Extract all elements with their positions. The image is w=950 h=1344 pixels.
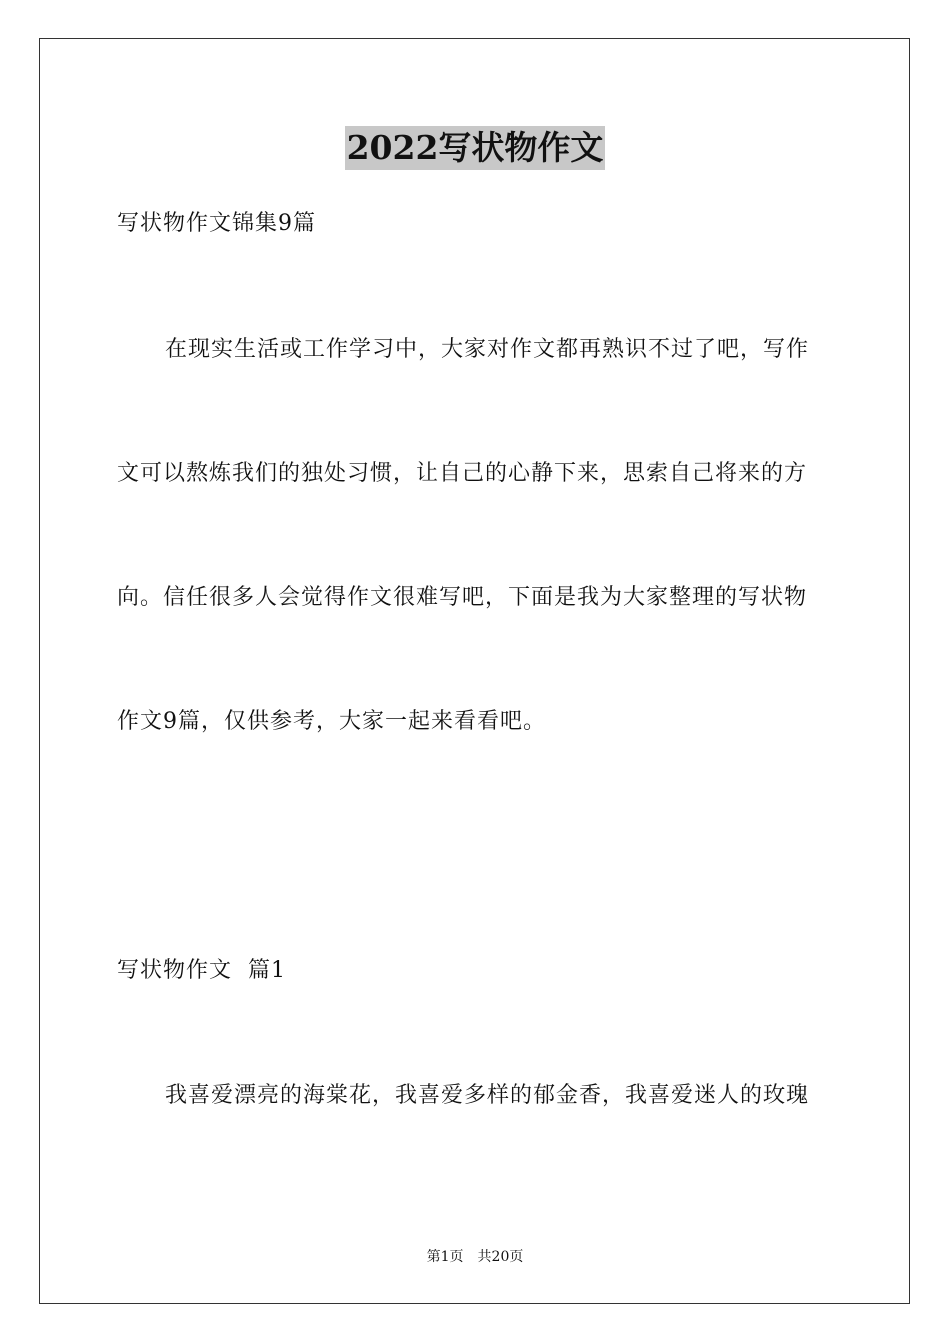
section-first-line: 我喜爱漂亮的海棠花，我喜爱多样的郁金香，我喜爱迷人的玫瑰: [165, 1083, 810, 1108]
section-heading: 写状物作文 篇1: [117, 958, 286, 983]
intro-line-3: 向。信任很多人会觉得作文很难写吧，下面是我为大家整理的写状物: [117, 585, 808, 610]
page-footer: [0, 1247, 950, 1267]
document-subtitle: 写状物作文锦集9篇: [117, 211, 316, 236]
page-number: 第1页: [426, 1249, 464, 1265]
intro-line-4: 作文9篇，仅供参考，大家一起来看看吧。: [117, 709, 546, 734]
intro-line-2: 文可以熬炼我们的独处习惯，让自己的心静下来，思索自己将来的方: [117, 461, 808, 486]
title-container: [0, 126, 950, 170]
page-total: 共20页: [477, 1249, 524, 1265]
document-title: 2022写状物作文: [345, 126, 606, 170]
intro-line-1: 在现实生活或工作学习中，大家对作文都再熟识不过了吧，写作: [165, 337, 810, 362]
